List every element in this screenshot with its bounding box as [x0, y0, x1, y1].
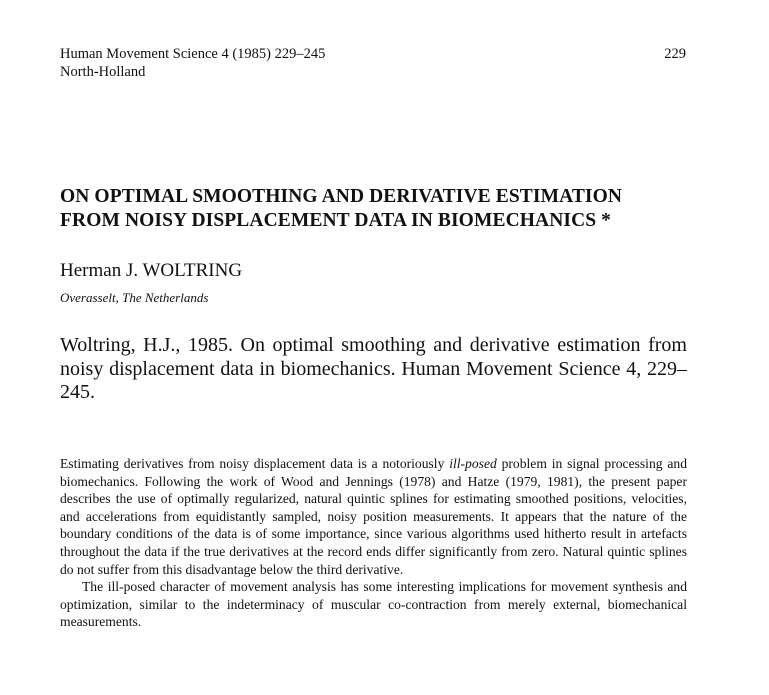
author-affiliation: Overasselt, The Netherlands [60, 290, 209, 305]
page-number: 229 [664, 46, 686, 62]
publisher: North-Holland [60, 64, 146, 80]
author-name: Herman J. WOLTRING [60, 260, 243, 281]
reference-citation: Woltring, H.J., 1985. On optimal smoothing and derivative estimation from noisy displacement data in biomechanics. Human Movement Science 4, 229–245. [60, 334, 687, 403]
paper-title-line-1: ON OPTIMAL SMOOTHING AND DERIVATIVE ESTIMATION [60, 186, 623, 207]
journal-citation: Human Movement Science 4 (1985) 229–245 [60, 46, 326, 62]
abstract-p1-end: problem in signal processing and biomechanics. Following the work of Wood and Jennings (1978) and Hatze (1979, 1981), the present paper describes the use of optimally regularized, natural quintic splines for estimating smoothed positions, velocities, and accelerations from equidistantly sampled, noisy position measurements. It appears that the nature of the boundary conditions of the data is of some importance, since various algorithms used hitherto result in artefacts throughout the data if the true derivatives at the record ends differ significantly from zero. Natural quintic splines do not suffer from this disadvantage below the third derivative. [60, 456, 687, 577]
paper-title [60, 185, 700, 233]
abstract-paragraph-2: The ill-posed character of movement analysis has some interesting implications for movement synthesis and optimization, similar to the indeterminacy of muscular co-contraction from merely external, biomechanical measurements. [60, 579, 687, 630]
paper-title-line-2: FROM NOISY DISPLACEMENT DATA IN BIOMECHANICS * [60, 210, 612, 231]
abstract [60, 455, 687, 651]
running-header [60, 45, 686, 81]
abstract-p1-start: Estimating derivatives from noisy displacement data is a notoriously [60, 456, 450, 471]
abstract-p1-emphasis: ill-posed [449, 456, 497, 471]
abstract-paragraph-1 [60, 455, 687, 578]
